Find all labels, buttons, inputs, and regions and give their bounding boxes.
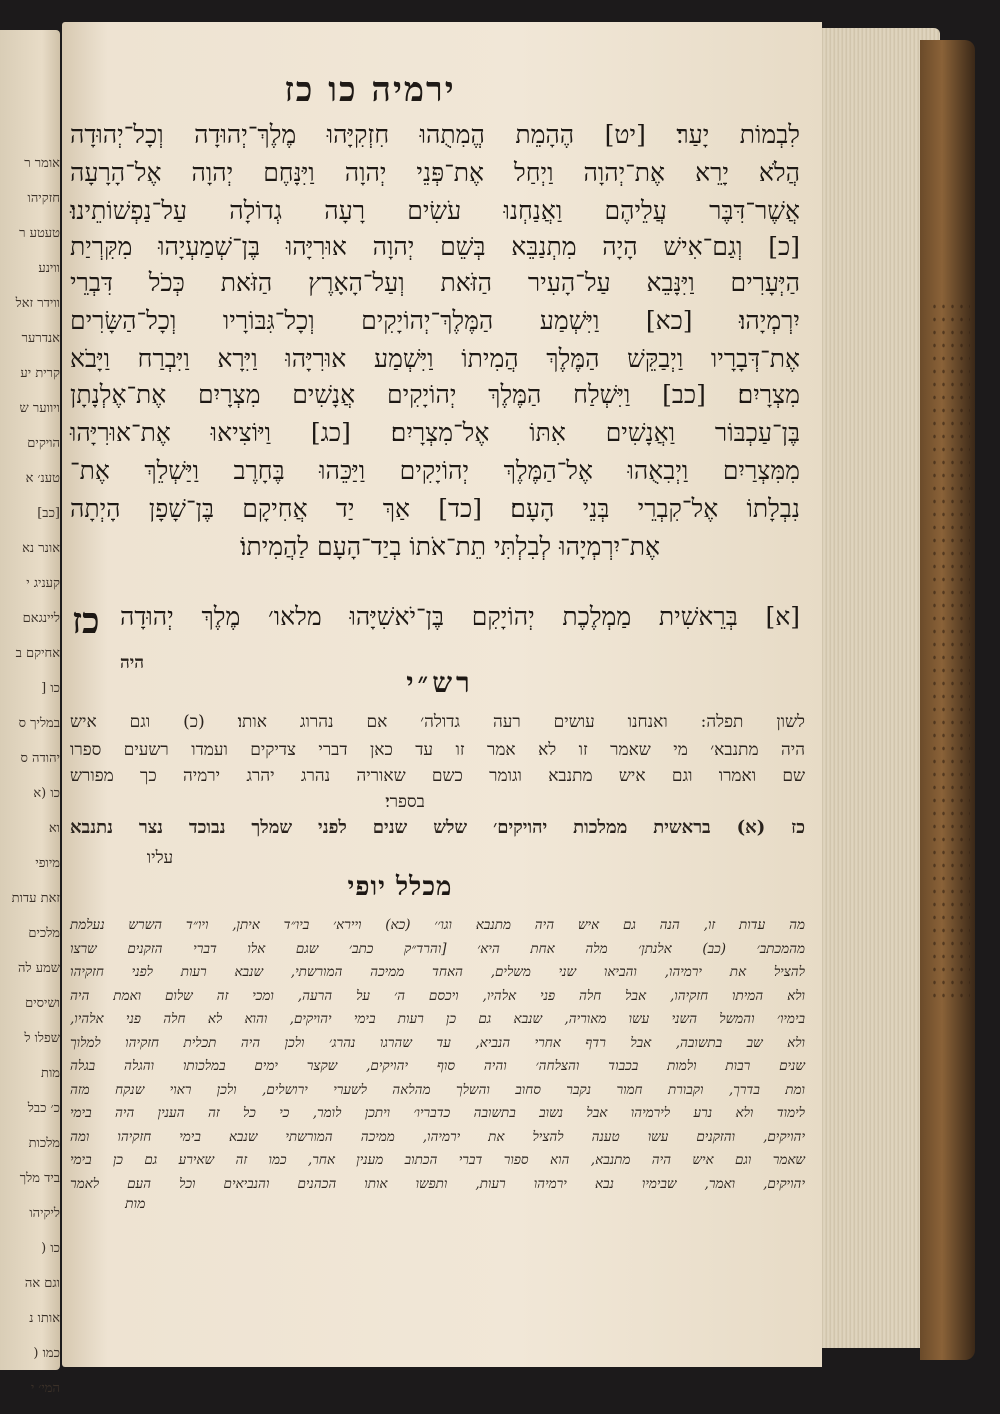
left-page-fragment: כ׳ כבל <box>27 1101 60 1116</box>
main-text-line: אֲשֶׁר־דִּבֶּר עֲלֵיהֶם וַאֲנַחְנוּ עֹשִׂים רָעָה גְדוֹלָה עַל־נַפְשׁוֹתֵינוּ׃ <box>70 196 800 225</box>
mikhlal-line: בימיו׳ והמשל השני עשו מאוריה, שנבא גם כן רעות בימי יהויקים, והוא לא חלה פני אלהיו, <box>70 1011 805 1027</box>
left-page-fragment: מלכים <box>28 926 60 941</box>
rashi-line: לשון תפלה: ואנחנו עושים רעה גדולה׳ אם נהרוג אותו׃ (כ) וגם איש <box>70 712 805 732</box>
left-page-fragment: מיופי <box>35 856 60 871</box>
mikhlal-line: יהויקים, והזקנים עשו טענה להציל את ירמיהו, ממיכה המורשתי שנבא בימי חזקיהו ומה <box>70 1128 805 1145</box>
left-page-fragment: מות <box>41 1066 60 1081</box>
rashi-line: היה מתנבא׳ מי שאמר זו לא אמר זו עד כאן דברי צדיקים ועמדו רשעים ספרו <box>70 740 805 760</box>
main-text-line: הֲלֹא יָרֵא אֶת־יְהוָה וַיְחַל אֶת־פְּנֵי יְהוָה וַיִּנָּחֶם יְהוָה אֶל־הָרָעָה <box>70 158 800 187</box>
left-page-fragment: אומר ר <box>24 156 60 171</box>
left-page-fragment: וא <box>48 821 60 836</box>
mikhlal-line: ולא המיתו חזקיהו, אבל חלה פני אלהיו, ויכסם ה׳ על הרעה, ומכי זה שלום ואמת היה <box>70 987 805 1004</box>
mikhlal-line: ומת בדרך, וקבורת חמור נקבר סחוב והשלך מהלאה לשערי ירושלים, ולכן ראוי שנקח מזה <box>70 1081 805 1098</box>
left-page-fragment: הויקים <box>27 436 60 451</box>
rashi-title: רש״י <box>406 666 474 699</box>
mikhlal-line: ולא שב בתשובה, אבל רדף אחרי הנביא, עד שהרגו נהרג׳ ולכן היה תכלית חזקיהו למלוך <box>70 1034 805 1051</box>
left-page-fragment: קעניג י <box>26 576 60 591</box>
rashi-line: עליו <box>146 848 174 868</box>
chapter-number: כז <box>72 600 100 642</box>
left-page-fragment: ושיסים <box>25 996 60 1011</box>
left-page-fragment: ווינע <box>38 261 60 276</box>
left-page-fragment: מלכות <box>28 1136 60 1151</box>
left-page-fragment: כו (א <box>33 786 60 801</box>
left-facing-page <box>0 30 60 1396</box>
mikhlal-line: לימוד ולא נרע לירמיהו אבל נשוב בתשובה כדבריו׳ ויתכן לומר, כי כל זה הענין היה בימי <box>70 1105 805 1121</box>
main-text-line: יִרְמְיָהוּ׃ [כא] וַיִּשְׁמַע הַמֶּלֶךְ־יְהוֹיָקִים וְכָל־גִּבּוֹרָיו וְכָל־הַשָּׂרִים <box>70 306 800 335</box>
main-text-line: [כ] וְגַם־אִישׁ הָיָה מִתְנַבֵּא בְּשֵׁם יְהוָה אוּרִיָּהוּ בֶּן־שְׁמַעְיָהוּ מִקִּרְיַת <box>70 232 800 261</box>
mikhlal-line: שנים רבות ולמות בכבוד והצלחה׳ והיה סוף יהויקים, שקצר ימים במלכותו והגלה בגלה <box>70 1058 805 1074</box>
main-text-line: מִמִּצְרַיִם וַיְבִאֻהוּ אֶל־הַמֶּלֶךְ יְהוֹיָקִים וַיַּכֵּהוּ בֶּחָרֶב וַיַּשְׁלֵךְ אֶת־ <box>70 456 800 485</box>
left-page-fragment: ביד מלך <box>19 1171 60 1186</box>
mikhlal-line: מהמכתב׳ (כב) אלנתן׳ מלה אחת היא׳ [והרד״ק כתב׳ שגם אלו דברי הזקנים שרצו <box>70 940 805 957</box>
left-page-fragment: שמע לה <box>18 961 60 976</box>
mikhlal-catchword: מות <box>125 1196 146 1212</box>
rashi-line: בספרי׃ <box>385 792 425 812</box>
left-page-fragment: שפלו ל <box>24 1031 60 1046</box>
foxing-spots <box>930 300 970 1000</box>
main-text-line: נִבְלָתוֹ אֶל־קִבְרֵי בְּנֵי הָעָם׃ [כד] אַךְ יַד אֲחִיקָם בֶּן־שָׁפָן הָיְתָה <box>70 494 800 523</box>
rashi-line: כז (א) בראשית ממלכות יהויקים׳ שלש שנים לפני שמלך נבוכד נצר נתנבא <box>70 817 805 838</box>
left-page-fragment: חזקיהו <box>27 191 60 206</box>
mikhlal-line: מה עדות זו, הנה גם איש היה מתנבא וגו׳׳ (כא) ויירא׳ ביו״ד איתן, ויו״ד השרש נעלמת <box>70 917 805 933</box>
left-page-fragment: ליינגאם <box>22 611 60 626</box>
mikhlal-line: שאמר וגם איש היה מתנבא, הוא ספור דברי הכתוב מענין אחר, כמו זה שאירע גם כן בימי <box>70 1152 805 1168</box>
left-page-fragment: אותו נ <box>29 1311 60 1326</box>
main-text-line: בֶּן־עַכְבּוֹר וַאֲנָשִׁים אִתּוֹ אֶל־מִצְרָיִם׃ [כג] וַיּוֹצִיאוּ אֶת־אוּרִיָּהוּ <box>70 418 800 447</box>
left-page-fragment: אחיקם ב <box>15 646 60 661</box>
main-text-line: הַיְּעָרִים וַיִּנָּבֵא עַל־הָעִיר הַזֹּאת וְעַל־הָאָרֶץ הַזֹּאת כְּכֹל דִּבְרֵי <box>70 268 800 297</box>
left-page-fragment: קרית יע <box>20 366 60 381</box>
running-head: ירמיה כו כז <box>284 70 456 110</box>
left-page-fragment: כמו ( <box>33 1346 60 1361</box>
left-page-fragment: המי׳ י <box>30 1381 60 1396</box>
left-page-fragment: [כב] <box>37 506 60 521</box>
chapter-first-line: [א] בְּרֵאשִׁית מַמְלֶכֶת יְהוֹיָקִם בֶּן־יֹאשִׁיָּהוּ מלאו׳ מֶלֶךְ יְהוּדָה <box>120 602 800 631</box>
left-page-fragment: אונר נא <box>22 541 60 556</box>
left-page-fragment: ליקיהו <box>29 1206 60 1221</box>
main-text-line: אֶת־יִרְמְיָהוּ לְבִלְתִּי תֵת־אֹתוֹ בְיַד־הָעָם לַהֲמִיתוֹ׃ <box>240 532 660 561</box>
catchword: היה <box>120 653 145 673</box>
left-page-fragment: יהודה ס <box>20 751 60 766</box>
rashi-line: שם ואמרו וגם איש מתנבא וגומר כשם שאוריה נהרג יהרג ירמיה כך מפורש <box>70 766 805 786</box>
main-text-line: אֶת־דְּבָרָיו וַיְבַקֵּשׁ הַמֶּלֶךְ הֲמִיתוֹ וַיִּשְׁמַע אוּרִיָּהוּ וַיִּרָא וַיִּבְרַח וַיָּבֹא <box>70 344 800 373</box>
mikhlal-line: להציל את ירמיהו, והביאו שני משלים, האחד ממיכה המורשתי, שנבא רעות לפני חזקיהו <box>70 964 805 980</box>
mikhlal-title: מכלל יופי <box>347 872 453 902</box>
left-page-fragment: טעטע ר <box>19 226 60 241</box>
mikhlal-line: יהויקים, ואמר, שבימיו נבא ירמיהו רעות, ותפשו אותו הכהנים והנביאים וכל העם לאמר <box>70 1175 805 1192</box>
left-page-fragment: במליך ס <box>18 716 60 731</box>
left-page-fragment: כו [ <box>41 681 60 696</box>
left-page-fragment: ויווער ש <box>19 401 60 416</box>
main-text-line: מִצְרָיִם׃ [כב] וַיִּשְׁלַח הַמֶּלֶךְ יְהוֹיָקִים אֲנָשִׁים מִצְרָיִם אֶת־אֶלְנָתָן <box>70 380 800 409</box>
left-page-fragment: וגם אה <box>24 1276 60 1291</box>
left-page-fragment: ווידר זאל <box>15 296 60 311</box>
left-page-fragment: זאת עדות <box>11 891 60 906</box>
left-page-fragment: כו ( <box>41 1241 60 1256</box>
left-page-fragment: אנדרער <box>21 331 60 346</box>
main-text-line: לִבְמוֹת יָעַר׃ [יט] הֶהָמֵת הֱמִתֻהוּ חִזְקִיָּהוּ מֶלֶךְ־יְהוּדָה וְכָל־יְהוּדָה <box>70 120 800 149</box>
left-page-fragment: טענ׳ א <box>25 471 60 486</box>
